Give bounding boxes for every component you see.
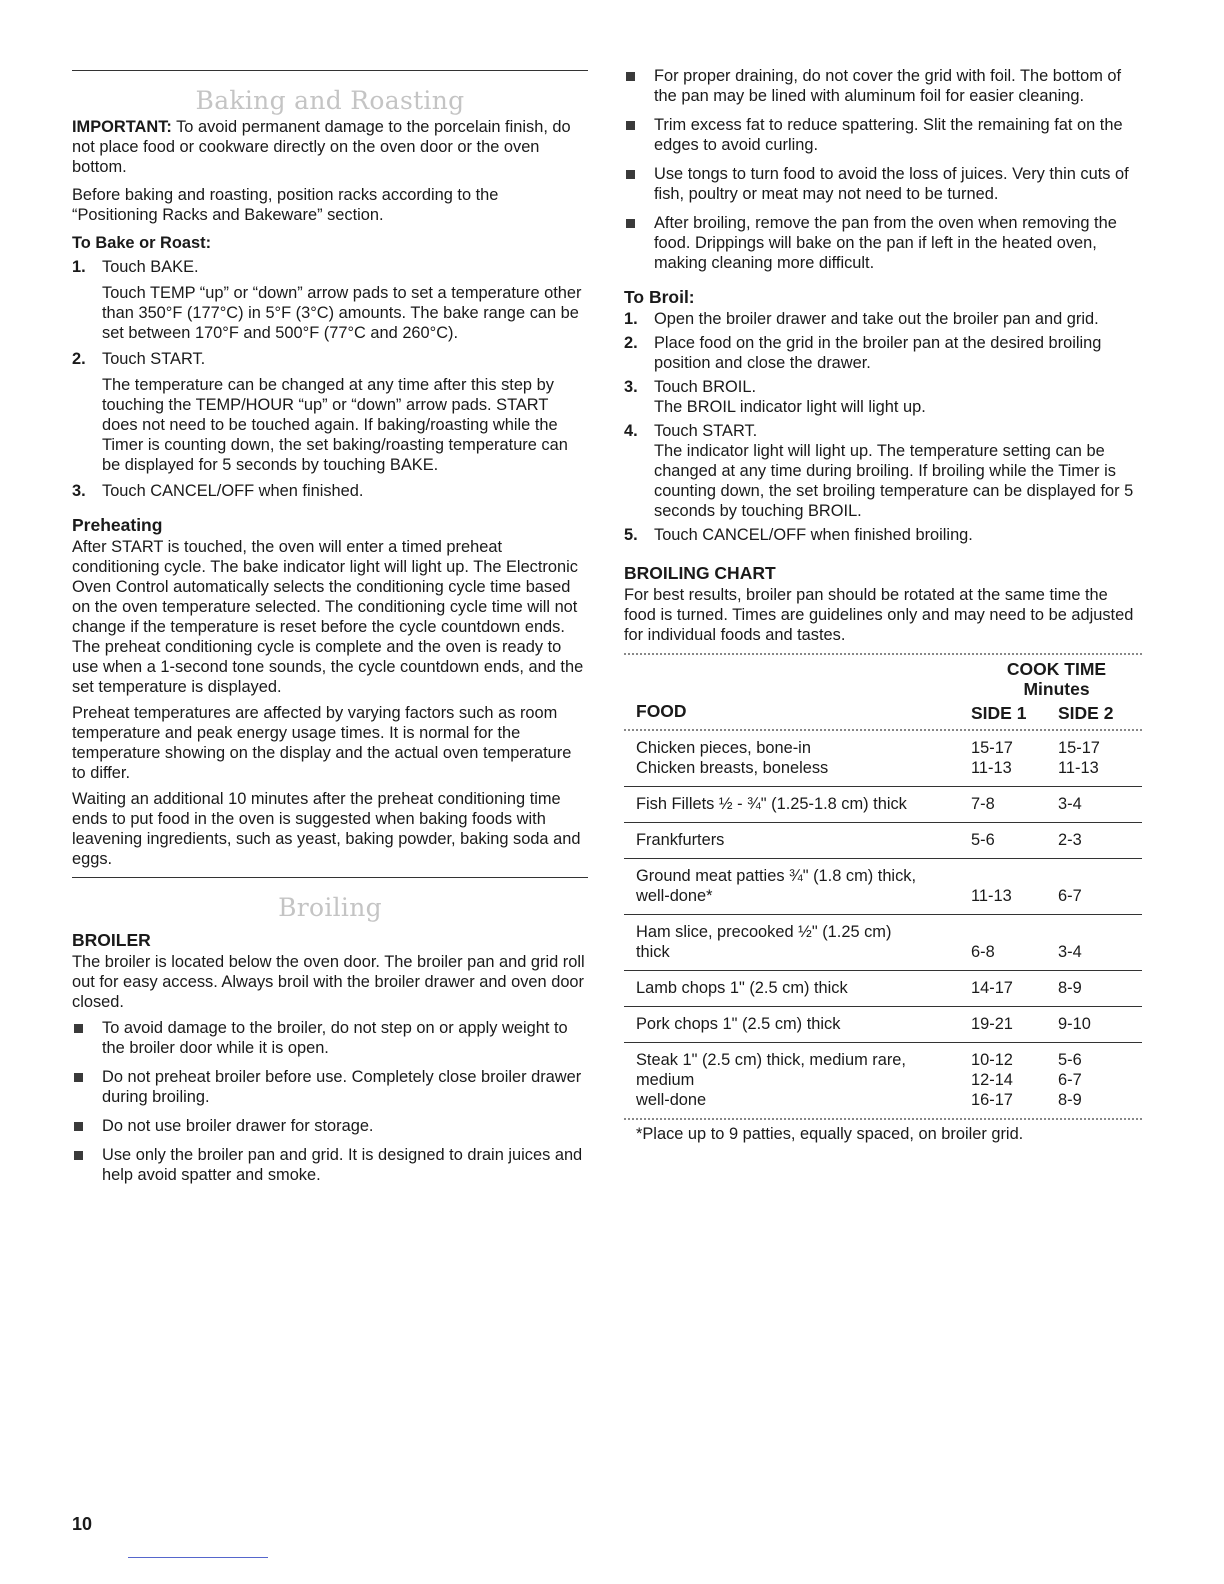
section-divider xyxy=(72,877,588,878)
chart-row xyxy=(624,787,1142,823)
chart-row xyxy=(624,1043,1142,1119)
broiling-chart-table xyxy=(624,655,1142,1118)
side1-cell xyxy=(971,1043,1058,1119)
step-number: 2. xyxy=(72,350,86,368)
bullet-item: Use tongs to turn food to avoid the loss of juices. Very thin cuts of fish, poultry or meat may not need to be turned. xyxy=(624,164,1142,204)
broiler-bullet-list xyxy=(72,1018,588,1185)
side1-cell xyxy=(971,859,1058,915)
food-cell-line: Ham slice, precooked ½" (1.25 cm) xyxy=(636,923,892,941)
chart-row xyxy=(624,823,1142,859)
step-text: Touch START. xyxy=(654,422,758,440)
food-cell-line: well-done xyxy=(636,1091,707,1109)
footer-link-underline xyxy=(128,1557,268,1558)
broil-step xyxy=(624,333,1142,373)
chart-footnote: *Place up to 9 patties, equally spaced, on broiler grid. xyxy=(636,1125,1024,1143)
side2-cell xyxy=(1058,859,1142,915)
side1-cell-line: 14-17 xyxy=(971,979,1013,997)
side2-column-header: SIDE 2 xyxy=(1058,703,1114,723)
side1-cell-line: 11-13 xyxy=(971,887,1012,905)
food-cell-line: medium xyxy=(636,1071,695,1089)
food-cell xyxy=(624,787,971,823)
baking-section-title: Baking and Roasting xyxy=(195,86,465,115)
chart-row xyxy=(624,915,1142,971)
side2-cell-line: 11-13 xyxy=(1058,759,1099,777)
side2-cell-line xyxy=(1058,922,1142,942)
step-text: Place food on the grid in the broiler pan at the desired broiling position and close the drawer. xyxy=(654,334,1102,372)
important-note xyxy=(72,117,588,177)
step-number: 4. xyxy=(624,422,638,440)
broiling-chart-body xyxy=(624,731,1142,1118)
food-cell xyxy=(624,1007,971,1043)
side1-cell-line: 11-13 xyxy=(971,759,1012,777)
to-bake-heading: To Bake or Roast: xyxy=(72,234,212,252)
side1-cell xyxy=(971,1007,1058,1043)
food-cell xyxy=(624,1043,971,1119)
bake-step xyxy=(72,481,588,501)
side1-cell-line: 6-8 xyxy=(971,943,995,961)
chart-row xyxy=(624,971,1142,1007)
broiling-chart-heading: BROILING CHART xyxy=(624,563,776,583)
food-column-header: FOOD xyxy=(636,701,687,721)
side2-cell-line xyxy=(1058,866,1142,886)
side2-cell-line: 8-9 xyxy=(1058,979,1082,997)
broil-step xyxy=(624,377,1142,417)
broil-step xyxy=(624,421,1142,521)
cook-time-header: COOK TIME xyxy=(1006,659,1107,679)
food-cell-line: Lamb chops 1" (2.5 cm) thick xyxy=(636,979,848,997)
preheating-paragraph: Preheat temperatures are affected by varying factors such as room temperature and peak energy usage times. It is normal for the temperature showing on the display and the actual oven temperature to differ. xyxy=(72,704,572,782)
side2-cell xyxy=(1058,787,1142,823)
food-cell xyxy=(624,859,971,915)
side2-cell xyxy=(1058,731,1142,787)
important-text: To avoid permanent damage to the porcelain finish, do not place food or cookware directly on the oven door or the oven bottom. xyxy=(72,118,571,176)
bullet-item: Do not use broiler drawer for storage. xyxy=(72,1116,588,1136)
step-detail: Touch TEMP “up” or “down” arrow pads to set a temperature other than 350°F (177°C) in 5°F (3°C) amounts. The bake range can be set between 170°F and 500°F (77°C and 260°C). xyxy=(102,284,582,342)
step-text: Touch BAKE. xyxy=(102,258,199,276)
side1-cell xyxy=(971,731,1058,787)
side2-cell-line: 6-7 xyxy=(1058,1071,1082,1089)
food-cell xyxy=(624,971,971,1007)
side1-cell xyxy=(971,823,1058,859)
bake-step xyxy=(72,349,588,475)
step-text: Open the broiler drawer and take out the broiler pan and grid. xyxy=(654,310,1099,328)
page-number: 10 xyxy=(72,1514,93,1534)
side1-column-header: SIDE 1 xyxy=(971,703,1027,723)
food-cell-line: thick xyxy=(636,943,670,961)
broiling-section-title: Broiling xyxy=(278,893,382,922)
side2-cell xyxy=(1058,823,1142,859)
right-column xyxy=(624,66,1142,1144)
food-cell-line: Chicken breasts, boneless xyxy=(636,759,829,777)
broiling-chart-intro: For best results, broiler pan should be rotated at the same time the food is turned. Times are guidelines only and may need to be adjusted for individual foods and tastes. xyxy=(624,586,1134,644)
side2-cell xyxy=(1058,915,1142,971)
side1-cell-line xyxy=(971,922,1058,942)
chart-row xyxy=(624,1007,1142,1043)
bake-step xyxy=(72,257,588,343)
side2-cell-line: 2-3 xyxy=(1058,831,1082,849)
step-detail: The temperature can be changed at any time after this step by touching the TEMP/HOUR “up” or “down” arrow pads. START does not need to be touched again. If baking/roasting while the Timer is counting down, the set baking/roasting temperature can be displayed for 5 seconds by touching BAKE. xyxy=(102,376,568,474)
chart-row xyxy=(624,859,1142,915)
food-cell-line: Ground meat patties ¾" (1.8 cm) thick, xyxy=(636,867,917,885)
side1-cell-line: 15-17 xyxy=(971,739,1013,757)
side1-cell-line: 10-12 xyxy=(971,1051,1013,1069)
side2-cell xyxy=(1058,1007,1142,1043)
side2-cell xyxy=(1058,1043,1142,1119)
broiler-intro: The broiler is located below the oven door. The broiler pan and grid roll out for easy access. Always broil with the broiler drawer and oven door closed. xyxy=(72,953,585,1011)
step-detail: The indicator light will light up. The temperature setting can be changed at any time during broiling. If broiling while the Timer is counting down, the set broiling temperature can be displayed for 5 seconds by touching BROIL. xyxy=(654,442,1134,520)
side2-cell xyxy=(1058,971,1142,1007)
bullet-item: Use only the broiler pan and grid. It is designed to drain juices and help avoid spatter and smoke. xyxy=(72,1145,588,1185)
section-divider xyxy=(72,70,588,71)
food-cell xyxy=(624,915,971,971)
side2-cell-line: 3-4 xyxy=(1058,795,1082,813)
side2-cell-line: 6-7 xyxy=(1058,887,1082,905)
food-cell xyxy=(624,823,971,859)
step-detail: The BROIL indicator light will light up. xyxy=(654,398,926,416)
preheating-paragraph: Waiting an additional 10 minutes after the preheat conditioning time ends to put food in the oven is suggested when baking foods with leavening ingredients, such as yeast, baking powder, baking soda and eggs. xyxy=(72,790,581,868)
step-number: 1. xyxy=(72,258,86,276)
preheating-paragraph: After START is touched, the oven will enter a timed preheat conditioning cycle. The bake indicator light will light up. The Electronic Oven Control automatically selects the conditioning cycle time based on the oven temperature selected. The conditioning cycle time will not change if the temperature is reset before the cycle countdown ends. The preheat conditioning cycle is complete and the oven is ready to use when a 1-second tone sounds, the cycle countdown ends, and the set temperature is displayed. xyxy=(72,538,584,696)
side1-cell xyxy=(971,787,1058,823)
bullet-item: Trim excess fat to reduce spattering. Slit the remaining fat on the edges to avoid curling. xyxy=(624,115,1142,155)
to-broil-heading: To Broil: xyxy=(624,287,695,307)
chart-row xyxy=(624,731,1142,787)
step-text: Touch CANCEL/OFF when finished. xyxy=(102,482,364,500)
preheating-heading: Preheating xyxy=(72,515,163,535)
bullet-item: To avoid damage to the broiler, do not step on or apply weight to the broiler door while it is open. xyxy=(72,1018,588,1058)
food-cell-line: well-done* xyxy=(636,887,713,905)
food-cell-line: Pork chops 1" (2.5 cm) thick xyxy=(636,1015,841,1033)
food-cell-line: Chicken pieces, bone-in xyxy=(636,739,811,757)
left-column xyxy=(72,70,588,1194)
broiler-bullet-list-continued xyxy=(624,66,1142,273)
broil-step xyxy=(624,309,1142,329)
food-cell-line: Fish Fillets ½ - ¾" (1.25-1.8 cm) thick xyxy=(636,795,907,813)
side2-cell-line: 8-9 xyxy=(1058,1091,1082,1109)
side1-cell-line: 19-21 xyxy=(971,1015,1013,1033)
food-cell-line: Frankfurters xyxy=(636,831,725,849)
side1-cell-line: 12-14 xyxy=(971,1071,1013,1089)
step-text: Touch CANCEL/OFF when finished broiling. xyxy=(654,526,973,544)
side1-cell-line: 7-8 xyxy=(971,795,995,813)
step-number: 5. xyxy=(624,526,638,544)
important-label: IMPORTANT: xyxy=(72,118,172,136)
side1-cell-line xyxy=(971,866,1058,886)
step-number: 2. xyxy=(624,334,638,352)
side1-cell-line: 5-6 xyxy=(971,831,995,849)
side2-cell-line: 15-17 xyxy=(1058,739,1100,757)
step-number: 3. xyxy=(72,482,86,500)
food-cell-line: Steak 1" (2.5 cm) thick, medium rare, xyxy=(636,1051,906,1069)
side2-cell-line: 9-10 xyxy=(1058,1015,1091,1033)
baking-intro: Before baking and roasting, position racks according to the “Positioning Racks and Bakeware” section. xyxy=(72,186,499,224)
side1-cell xyxy=(971,971,1058,1007)
side1-cell-line: 16-17 xyxy=(971,1091,1013,1109)
food-cell xyxy=(624,731,971,787)
broil-step xyxy=(624,525,1142,545)
side1-cell xyxy=(971,915,1058,971)
chart-bottom-dotted-rule xyxy=(624,1118,1142,1120)
minutes-header: Minutes xyxy=(1023,679,1090,699)
step-text: Touch START. xyxy=(102,350,206,368)
bullet-item: After broiling, remove the pan from the oven when removing the food. Drippings will bake on the pan if left in the heated oven, making cleaning more difficult. xyxy=(624,213,1142,273)
side2-cell-line: 5-6 xyxy=(1058,1051,1082,1069)
step-number: 1. xyxy=(624,310,638,328)
bullet-item: For proper draining, do not cover the grid with foil. The bottom of the pan may be lined with aluminum foil for easier cleaning. xyxy=(624,66,1142,106)
broiler-heading: BROILER xyxy=(72,930,151,950)
step-number: 3. xyxy=(624,378,638,396)
bullet-item: Do not preheat broiler before use. Completely close broiler drawer during broiling. xyxy=(72,1067,588,1107)
side2-cell-line: 3-4 xyxy=(1058,943,1082,961)
step-text: Touch BROIL. xyxy=(654,378,757,396)
